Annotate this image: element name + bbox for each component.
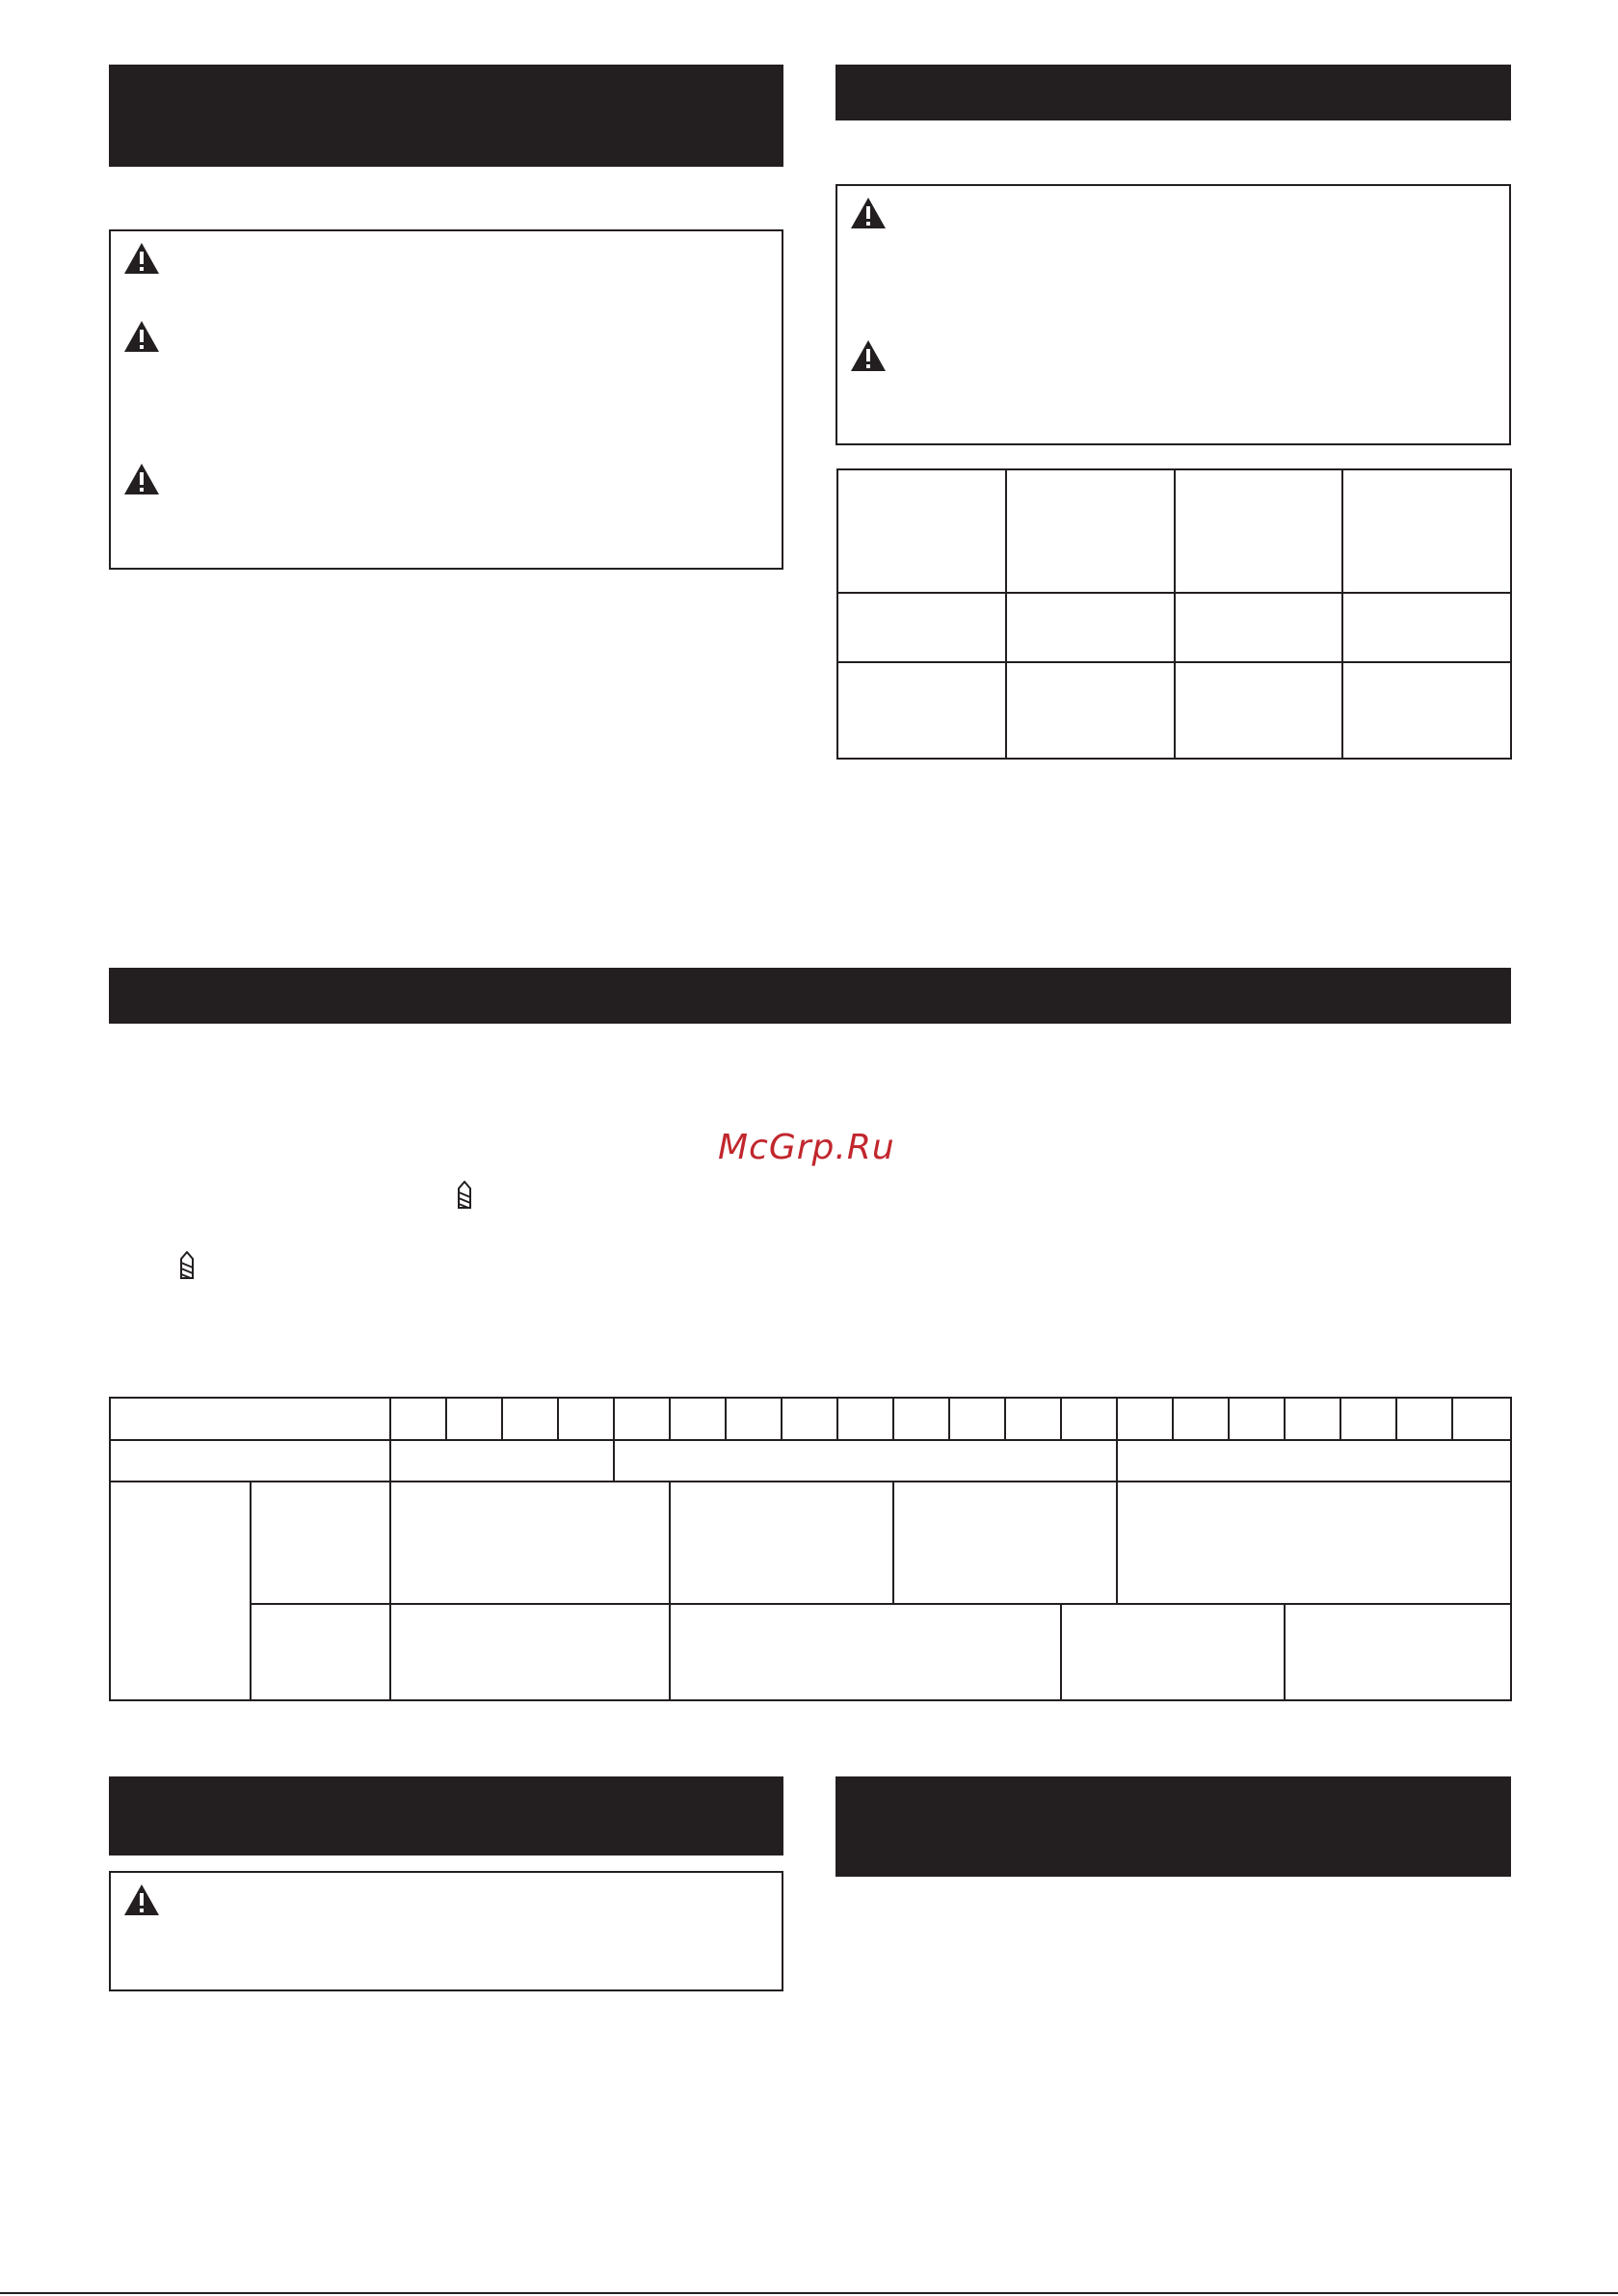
section-header-bottom-left bbox=[109, 1776, 783, 1855]
watermark-text: McGrp.Ru bbox=[718, 1128, 895, 1167]
drill-bit-icon bbox=[179, 1251, 195, 1280]
table-cell bbox=[1175, 469, 1342, 593]
section-header-bottom-right bbox=[836, 1776, 1511, 1877]
table-cell bbox=[1342, 469, 1511, 593]
warning-box-top-right bbox=[836, 184, 1511, 445]
warning-triangle-icon bbox=[122, 241, 161, 276]
table-cell bbox=[837, 593, 1006, 662]
section-header-top-right bbox=[836, 65, 1511, 120]
warning-triangle-icon bbox=[849, 196, 888, 230]
warning-box-bottom-left bbox=[109, 1871, 783, 1991]
table-cell bbox=[1342, 593, 1511, 662]
drill-bit-icon bbox=[457, 1181, 472, 1210]
footer-rule bbox=[0, 2292, 1618, 2294]
table-cell bbox=[837, 662, 1006, 759]
warning-triangle-icon bbox=[849, 338, 888, 373]
section-header-middle bbox=[109, 968, 1511, 1024]
spec-table-top-right bbox=[836, 468, 1512, 760]
table-cell bbox=[837, 469, 1006, 593]
warning-triangle-icon bbox=[122, 462, 161, 496]
warning-triangle-icon bbox=[122, 1882, 161, 1917]
warning-triangle-icon bbox=[122, 319, 161, 354]
table-cell bbox=[1006, 469, 1175, 593]
section-header-top-left bbox=[109, 65, 783, 167]
table-cell bbox=[1175, 662, 1342, 759]
table-cell bbox=[1175, 593, 1342, 662]
table-cell bbox=[1006, 593, 1175, 662]
table-cell bbox=[1006, 662, 1175, 759]
table-cell bbox=[1342, 662, 1511, 759]
warning-box-top-left bbox=[109, 229, 783, 570]
torque-table bbox=[109, 1397, 1513, 1702]
